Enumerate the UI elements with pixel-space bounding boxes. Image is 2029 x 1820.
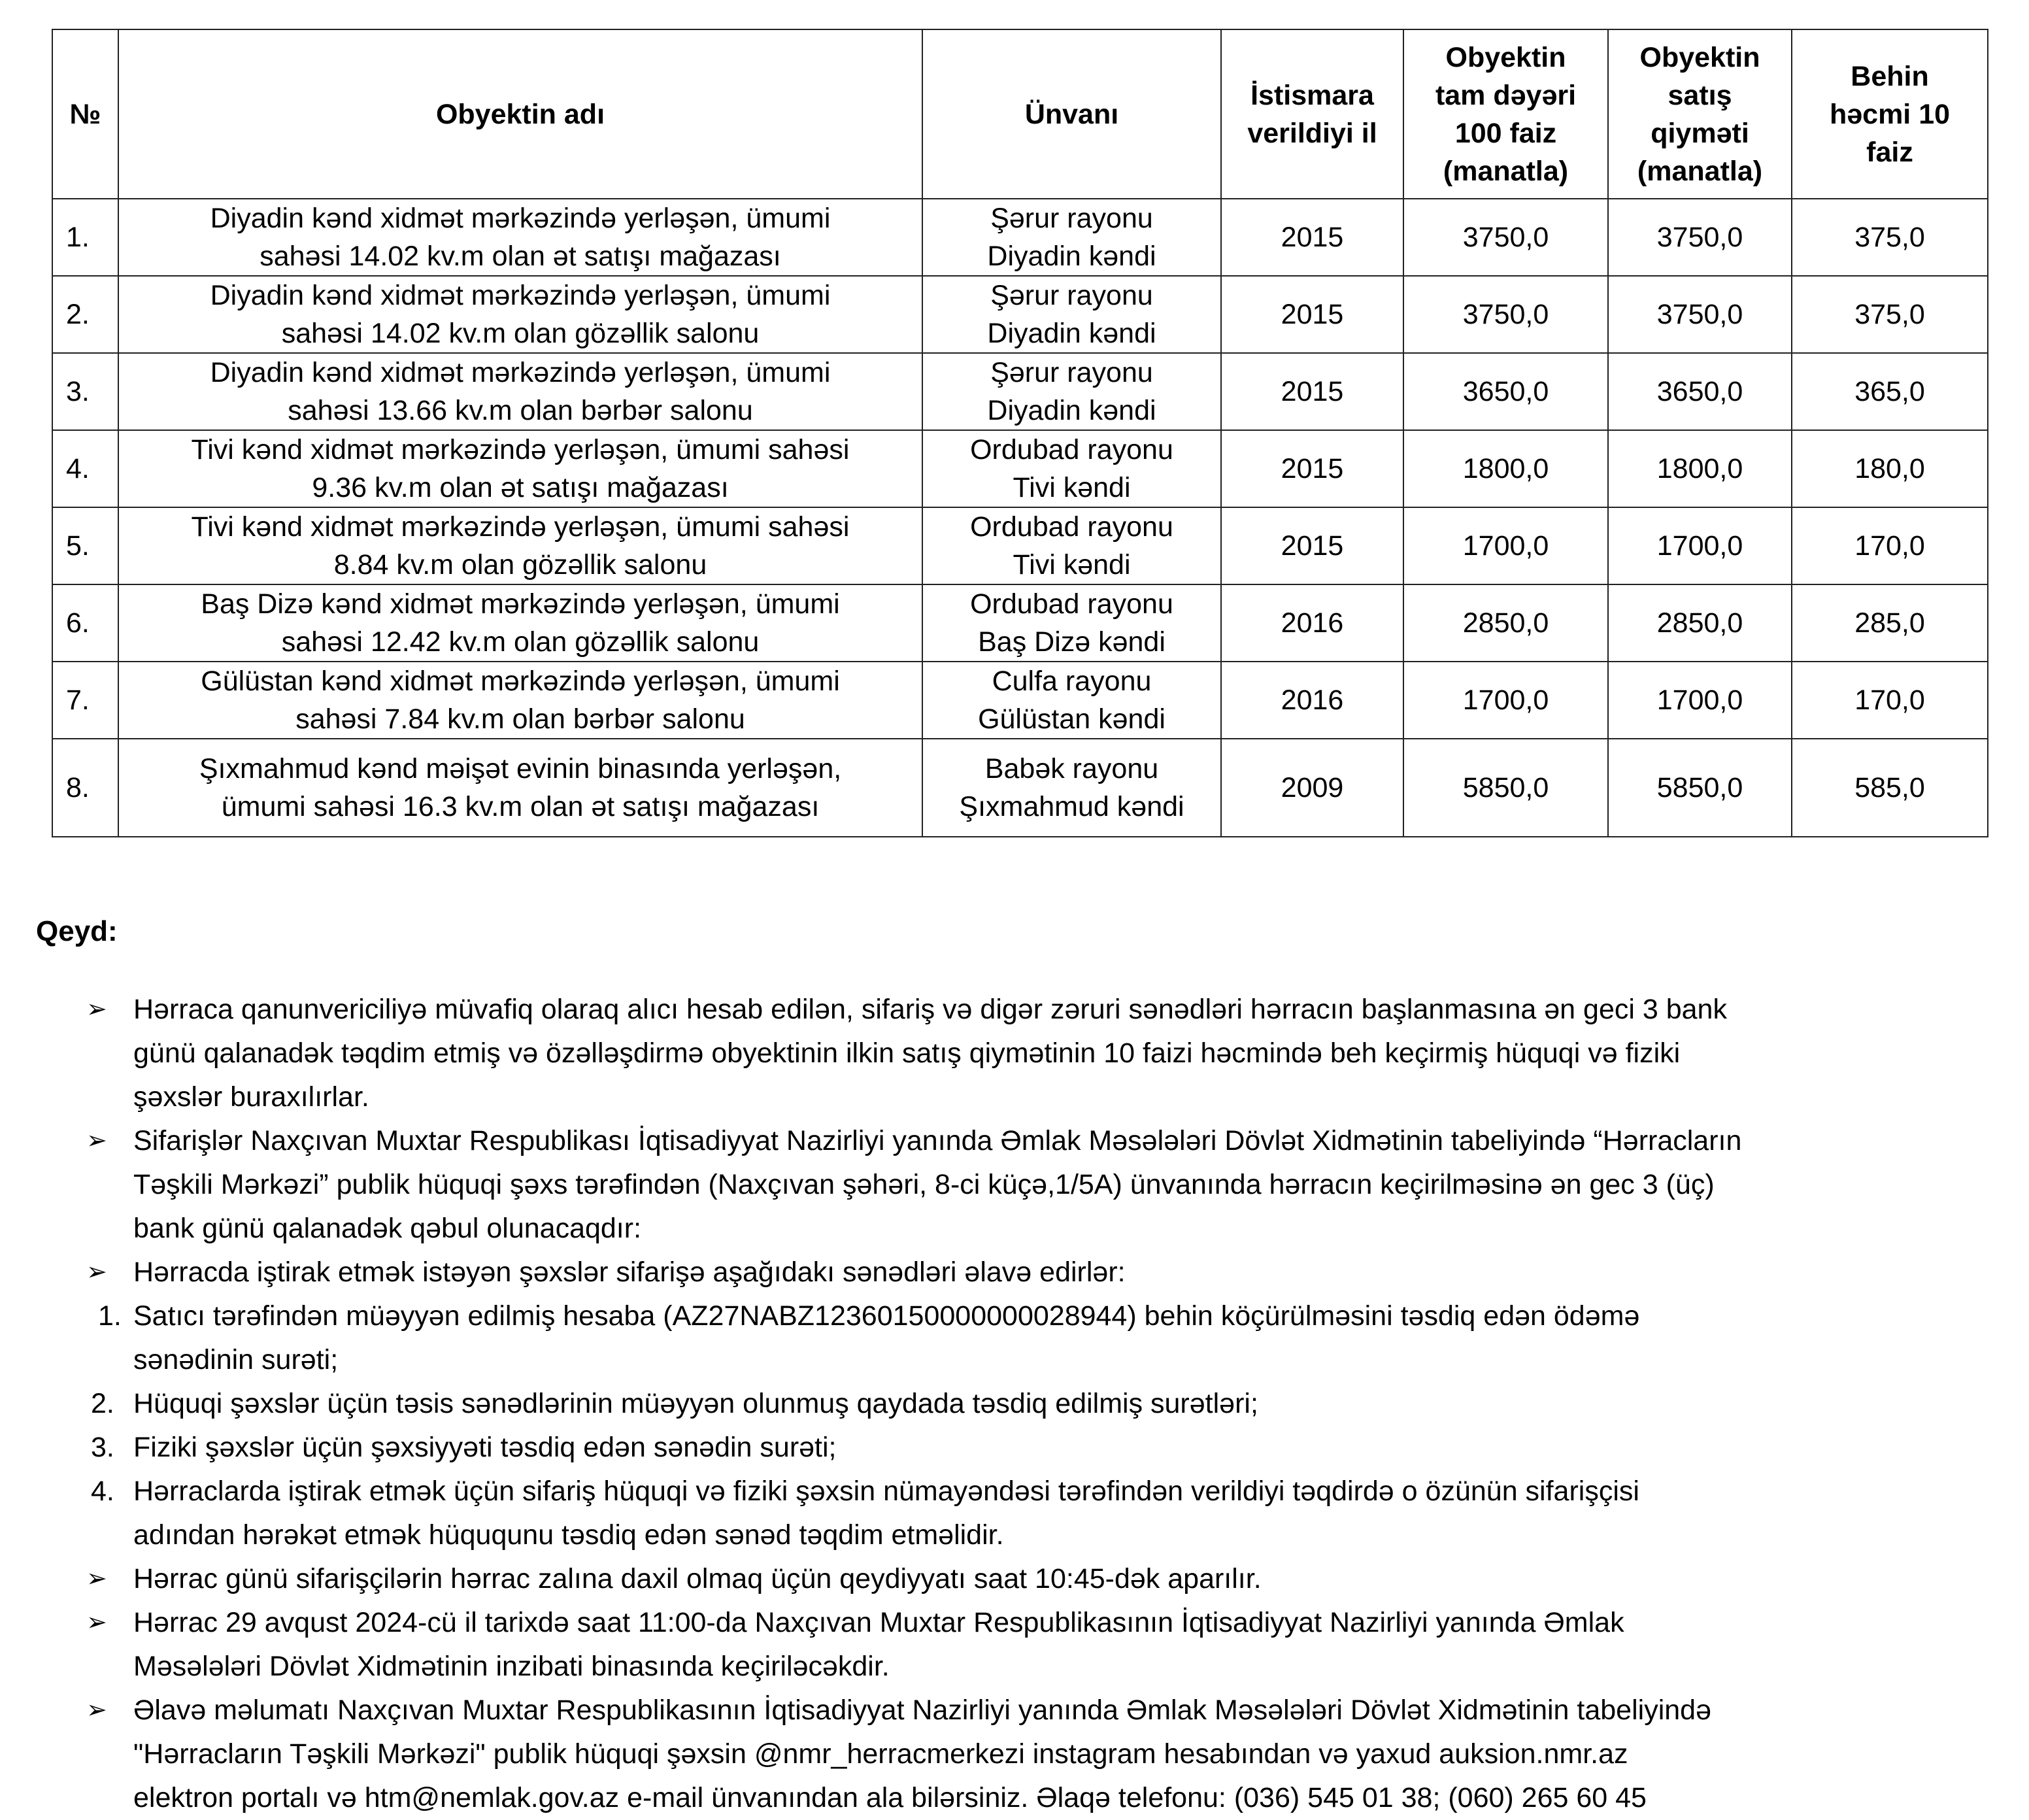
note-line: Hərraclarda iştirak etmək üçün sifariş hüquqi və fiziki şəxsin nümayəndəsi tərəfindən verildiyi təqdirdə o özünün sifarişçisi [133,1475,1639,1507]
sale-price: 2850,0 [1608,584,1792,662]
note-index: 1. [98,1300,122,1332]
note-numbered-item [36,1382,2023,1426]
commission-year: 2016 [1221,662,1403,739]
row-number: 3. [52,353,118,430]
note-line: "Hərracların Təşkili Mərkəzi" publik hüquqi şəxsin @nmr_herracmerkezi instagram hesabından və yaxud auksion.nmr.az [133,1738,1628,1770]
full-value: 1700,0 [1403,662,1608,739]
note-line: Hərracda iştirak etmək istəyən şəxslər sifarişə aşağıdakı sənədləri əlavə edirlər: [133,1256,1126,1288]
deposit-amount: 585,0 [1792,739,1988,837]
note-line: adından hərəkət etmək hüququnu təsdiq edən sənəd təqdim etməlidir. [133,1519,1004,1551]
notes-section [36,912,2023,1820]
full-value: 1700,0 [1403,507,1608,584]
commission-year: 2015 [1221,507,1403,584]
row-number: 5. [52,507,118,584]
arrow-bullet-icon: ➢ [86,1258,107,1286]
sale-price: 3650,0 [1608,353,1792,430]
object-address: Şərur rayonu Diyadin kəndi [922,353,1221,430]
deposit-amount: 365,0 [1792,353,1988,430]
note-line: bank günü qalanadək qəbul olunacaqdır: [133,1213,642,1244]
header-address: Ünvanı [922,29,1221,199]
full-value: 3750,0 [1403,199,1608,276]
note-bullet-item [36,1601,2023,1689]
note-line: Hərrac günü sifarişçilərin hərrac zalına daxil olmaq üçün qeydiyyatı saat 10:45-dək aparılır. [133,1563,1262,1594]
note-line: Hüquqi şəxslər üçün təsis sənədlərinin müəyyən olunmuş qaydada təsdiq edilmiş surətləri; [133,1388,1258,1419]
note-line: sənədinin surəti; [133,1344,339,1375]
arrow-bullet-icon: ➢ [86,996,107,1023]
commission-year: 2016 [1221,584,1403,662]
note-line: Hərrac 29 avqust 2024-cü il tarixdə saat 11:00-da Naxçıvan Muxtar Respublikasının İqtisadiyyat Nazirliyi yanında Əmlak [133,1607,1624,1638]
object-name: Tivi kənd xidmət mərkəzində yerləşən, ümumi sahəsi 8.84 kv.m olan gözəllik salonu [118,507,922,584]
note-line: Sifarişlər Naxçıvan Muxtar Respublikası İqtisadiyyat Nazirliyi yanında Əmlak Məsələləri Dövlət Xidmətinin tabeliyində “Hərracların [133,1125,1742,1156]
arrow-bullet-icon: ➢ [86,1696,107,1724]
full-value: 5850,0 [1403,739,1608,837]
table-row [52,353,1988,430]
table-row [52,276,1988,353]
note-line: Fiziki şəxslər üçün şəxsiyyəti təsdiq edən sənədin surəti; [133,1432,837,1463]
note-bullet-item [36,1557,2023,1601]
full-value: 3750,0 [1403,276,1608,353]
object-name: Şıxmahmud kənd məişət evinin binasında yerləşən, ümumi sahəsi 16.3 kv.m olan ət satışı mağazası [118,739,922,837]
object-name: Tivi kənd xidmət mərkəzində yerləşən, ümumi sahəsi 9.36 kv.m olan ət satışı mağazası [118,430,922,507]
arrow-bullet-icon: ➢ [86,1127,107,1154]
arrow-bullet-icon: ➢ [86,1565,107,1592]
note-index: 4. [91,1475,114,1507]
row-number: 6. [52,584,118,662]
sale-price: 3750,0 [1608,199,1792,276]
notes-list [36,988,2023,1820]
row-number: 2. [52,276,118,353]
object-address: Babək rayonu Şıxmahmud kəndi [922,739,1221,837]
sale-price: 1800,0 [1608,430,1792,507]
object-address: Ordubad rayonu Tivi kəndi [922,430,1221,507]
commission-year: 2015 [1221,276,1403,353]
table-row [52,507,1988,584]
note-line: Satıcı tərəfindən müəyyən edilmiş hesaba (AZ27NABZ12360150000000028944) behin köçürülməsini təsdiq edən ödəmə [133,1300,1640,1332]
note-index: 2. [91,1388,114,1419]
object-address: Şərur rayonu Diyadin kəndi [922,199,1221,276]
note-numbered-item [36,1294,2023,1382]
note-line: Məsələləri Dövlət Xidmətinin inzibati binasında keçiriləcəkdir. [133,1651,890,1682]
object-name: Diyadin kənd xidmət mərkəzində yerləşən, ümumi sahəsi 14.02 kv.m olan ət satışı mağazası [118,199,922,276]
object-address: Culfa rayonu Gülüstan kəndi [922,662,1221,739]
header-year: İstismara verildiyi il [1221,29,1403,199]
table-row [52,430,1988,507]
object-address: Şərur rayonu Diyadin kəndi [922,276,1221,353]
full-value: 2850,0 [1403,584,1608,662]
full-value: 3650,0 [1403,353,1608,430]
note-line: Təşkili Mərkəzi” publik hüquqi şəxs tərəfindən (Naxçıvan şəhəri, 8-ci küçə,1/5A) ünvanında hərracın keçirilməsinə ən gec 3 (üç) [133,1169,1715,1200]
note-numbered-item [36,1470,2023,1557]
deposit-amount: 375,0 [1792,199,1988,276]
note-bullet-item [36,1119,2023,1251]
deposit-amount: 170,0 [1792,662,1988,739]
commission-year: 2015 [1221,430,1403,507]
auction-objects-table [52,29,1988,837]
arrow-bullet-icon: ➢ [86,1609,107,1636]
table-row [52,199,1988,276]
table-row [52,739,1988,837]
commission-year: 2015 [1221,353,1403,430]
header-deposit: Behin həcmi 10 faiz [1792,29,1988,199]
note-line: Əlavə məlumatı Naxçıvan Muxtar Respublikasının İqtisadiyyat Nazirliyi yanında Əmlak Məsələləri Dövlət Xidmətinin tabeliyində [133,1694,1712,1726]
note-line: elektron portalı və htm@nemlak.gov.az e-mail ünvanından ala bilərsiniz. Əlaqə telefonu: (036) 545 01 38; (060) 265 60 45 [133,1782,1647,1813]
note-bullet-item [36,1251,2023,1294]
object-address: Ordubad rayonu Tivi kəndi [922,507,1221,584]
note-line: Hərraca qanunvericiliyə müvafiq olaraq alıcı hesab edilən, sifariş və digər zəruri sənədləri hərracın başlanmasına ən geci 3 bank [133,994,1727,1025]
header-no: № [52,29,118,199]
object-name: Diyadin kənd xidmət mərkəzində yerləşən, ümumi sahəsi 14.02 kv.m olan gözəllik salonu [118,276,922,353]
note-index: 3. [91,1432,114,1463]
note-bullet-item [36,1689,2023,1820]
note-numbered-item [36,1426,2023,1470]
commission-year: 2015 [1221,199,1403,276]
object-name: Gülüstan kənd xidmət mərkəzində yerləşən, ümumi sahəsi 7.84 kv.m olan bərbər salonu [118,662,922,739]
deposit-amount: 285,0 [1792,584,1988,662]
table-row [52,584,1988,662]
object-name: Baş Dizə kənd xidmət mərkəzində yerləşən, ümumi sahəsi 12.42 kv.m olan gözəllik salonu [118,584,922,662]
commission-year: 2009 [1221,739,1403,837]
row-number: 8. [52,739,118,837]
row-number: 7. [52,662,118,739]
deposit-amount: 180,0 [1792,430,1988,507]
sale-price: 1700,0 [1608,507,1792,584]
note-line: günü qalanadək təqdim etmiş və özəlləşdirmə obyektinin ilkin satış qiymətinin 10 faizi həcmində beh keçirmiş hüquqi və fiziki [133,1037,1681,1069]
table-header-row [52,29,1988,199]
row-number: 1. [52,199,118,276]
notes-title: Qeyd: [36,915,118,947]
row-number: 4. [52,430,118,507]
object-name: Diyadin kənd xidmət mərkəzində yerləşən, ümumi sahəsi 13.66 kv.m olan bərbər salonu [118,353,922,430]
table-row [52,662,1988,739]
note-line: şəxslər buraxılırlar. [133,1081,369,1113]
header-object-name: Obyektin adı [118,29,922,199]
header-sale-price: Obyektin satış qiyməti (manatla) [1608,29,1792,199]
sale-price: 1700,0 [1608,662,1792,739]
deposit-amount: 170,0 [1792,507,1988,584]
note-bullet-item [36,988,2023,1119]
sale-price: 3750,0 [1608,276,1792,353]
object-address: Ordubad rayonu Baş Dizə kəndi [922,584,1221,662]
deposit-amount: 375,0 [1792,276,1988,353]
sale-price: 5850,0 [1608,739,1792,837]
header-full-value: Obyektin tam dəyəri 100 faiz (manatla) [1403,29,1608,199]
full-value: 1800,0 [1403,430,1608,507]
